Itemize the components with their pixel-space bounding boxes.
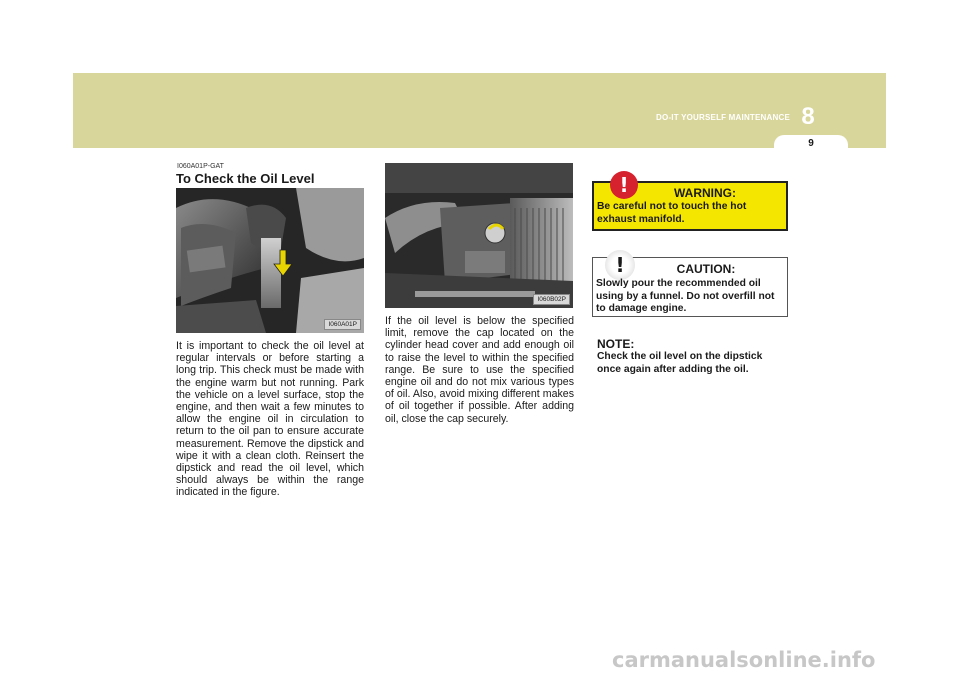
section-title: DO-IT YOURSELF MAINTENANCE	[656, 113, 790, 122]
dipstick-photo	[176, 188, 364, 333]
exclamation-icon: !	[610, 171, 638, 199]
body-text: If the oil level is below the specified limit, remove the cap located on the cylinder head cover and add enough oil to raise the level to within the specified range. Be sure to use the specified engine oil and do not mix various types of oil. Also, avoid mixing different makes of oil together if possible. After adding oil, close the cap securely.	[385, 315, 574, 425]
page-number: 9	[808, 138, 814, 149]
oil-cap-photo	[385, 163, 573, 308]
section-code: I060A01P-GAT	[177, 163, 224, 170]
photo-caption: I060B02P	[533, 294, 570, 305]
note-text: Check the oil level on the dipstick once again after adding the oil.	[597, 351, 763, 375]
warning-title: WARNING:	[674, 186, 736, 200]
warning-text: Be careful not to touch the hot exhaust manifold.	[597, 201, 747, 225]
watermark: carmanualsonline.info	[612, 648, 876, 672]
exclamation-icon: !	[605, 250, 635, 280]
note-heading: NOTE:	[597, 337, 635, 351]
photo-caption: I060A01P	[324, 319, 361, 330]
chapter-number: 8	[801, 103, 815, 130]
header-band	[73, 73, 886, 148]
body-text: It is important to check the oil level at regular intervals or before starting a long trip. This check must be made with the engine warm but not running. Park the vehicle on a level surface, stop the engine, and then wait a few minutes to allow the engine oil in circulation to return to the oil pan to ensure accurate measurement. Remove the dipstick and wipe it with a clean cloth. Reinsert the dipstick and read the oil level, which should always be within the range indicated in the figure.	[176, 340, 364, 499]
caution-box	[592, 253, 788, 317]
warning-box	[592, 173, 788, 231]
caution-title: CAUTION:	[676, 262, 736, 276]
caution-text: Slowly pour the recommended oil using by a funnel. Do not overfill not to damage engine.	[596, 278, 775, 314]
section-heading: To Check the Oil Level	[176, 171, 315, 186]
